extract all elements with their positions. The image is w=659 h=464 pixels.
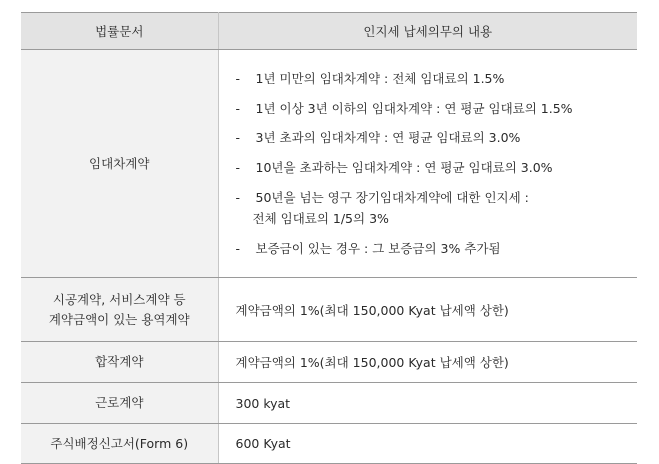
- lease-items-list: [236, 55, 638, 272]
- table-row-share-allotment: [21, 424, 637, 464]
- table-row-employment: [21, 383, 637, 424]
- row-content-joint-venture: 계약금액의 1%(최대 150,000 Kyat 납세액 상한): [218, 342, 637, 383]
- table-row-joint-venture: [21, 342, 637, 383]
- row-label-joint-venture: 합작계약: [21, 342, 218, 383]
- row-label-lease: 임대차계약: [21, 50, 218, 278]
- table-header-row: [21, 13, 637, 50]
- list-item: - 10년을 초과하는 임대차계약 : 연 평균 임대료의 3.0%: [235, 159, 553, 175]
- list-item: - 3년 초과의 임대차계약 : 연 평균 임대료의 3.0%: [235, 130, 521, 146]
- row-content-employment: 300 kyat: [218, 383, 637, 424]
- list-item: - 1년 미만의 임대차계약 : 전체 임대료의 1.5%: [235, 71, 505, 87]
- row-content-service-contract: 계약금액의 1%(최대 150,000 Kyat 납세액 상한): [218, 278, 637, 342]
- row-content-share-allotment: 600 Kyat: [218, 424, 637, 464]
- table-row-lease: [21, 50, 637, 278]
- stamp-duty-table: [21, 12, 637, 464]
- list-item: - 50년을 넘는 영구 장기임대차계약에 대한 인지세 : 전체 임대료의 1/5의 3%: [235, 190, 529, 227]
- row-label-employment: 근로계약: [21, 383, 218, 424]
- table-row-service-contract: [21, 278, 637, 342]
- row-content-lease: [218, 50, 637, 278]
- row-label-share-allotment: 주식배정신고서(Form 6): [21, 424, 218, 464]
- row-label-service-contract: 시공계약, 서비스계약 등 계약금액이 있는 용역계약: [21, 278, 218, 342]
- header-stamp-duty-content: 인지세 납세의무의 내용: [218, 13, 637, 50]
- list-item: - 1년 이상 3년 이하의 임대차계약 : 연 평균 임대료의 1.5%: [235, 100, 573, 116]
- list-item: - 보증금이 있는 경우 : 그 보증금의 3% 추가됨: [235, 241, 501, 257]
- stamp-duty-table-container: [21, 12, 637, 464]
- header-legal-document: 법률문서: [21, 13, 218, 50]
